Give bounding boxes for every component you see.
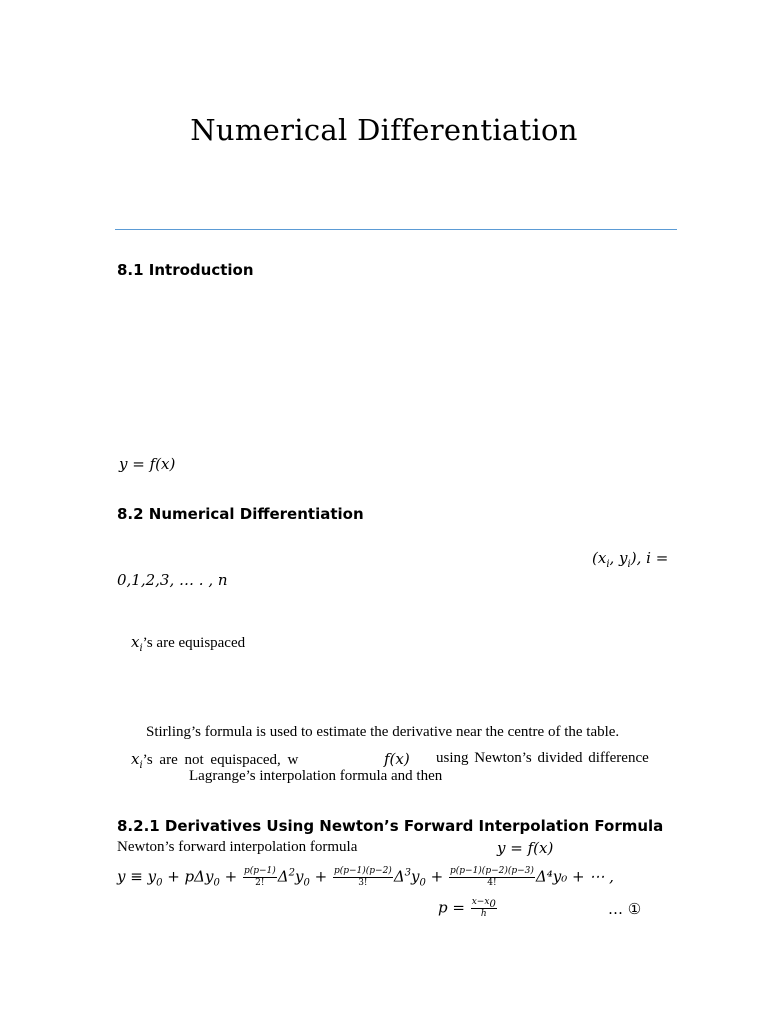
newton-forward-text: Newton’s forward interpolation formula <box>117 839 358 855</box>
page-title: Numerical Differentiation <box>190 113 578 147</box>
p-fraction: $\frac{x-x_0}{h}$ <box>471 897 496 919</box>
points-open: (x <box>592 549 607 567</box>
section-heading-introduction: 8.1 Introduction <box>117 261 254 279</box>
series-tail: Δ⁴y₀ + ⋯ , <box>535 867 614 886</box>
xi-symbol-2: $x_i$ <box>131 750 143 771</box>
equation-points: ($x_i$, $y_i$), i = <box>592 549 669 570</box>
equation-index-range: 0,1,2,3, … . , n <box>117 571 228 589</box>
equation-y-equals-fx-2: y = f(x) <box>497 839 554 857</box>
fx-symbol: f(x) <box>384 750 410 768</box>
newton-divided-text: using Newton’s divided difference <box>436 750 649 766</box>
equation-y-equals-fx: y = f(x) <box>119 455 176 473</box>
section-heading-newton-forward: 8.2.1 Derivatives Using Newton’s Forward Interpolation Formula <box>117 817 664 835</box>
equispaced-text: ’s are equispaced <box>142 635 246 651</box>
fraction-term-3: $\frac{p(p-1)(p-2)}{3!}$ <box>333 866 392 888</box>
equispaced-line <box>131 633 245 652</box>
newton-series-equation: $y \equiv y_0 + p\Delta y_0$ + $\frac{p(p-1)}{2!}$ $\Delta^2y_0$ + $\frac{p(p-1)(p-2)}{3!}$ $\Delta^3y_0$ + $\frac{p(p-1)(p-2)(p-3)}{4!}$ Δ⁴y₀ + ⋯ , <box>117 866 614 889</box>
not-equispaced-text: ’s are not equispaced, w <box>142 752 299 768</box>
not-equispaced-line <box>131 750 298 769</box>
title-divider <box>115 229 677 230</box>
fraction-term-4: $\frac{p(p-1)(p-2)(p-3)}{4!}$ <box>450 866 534 888</box>
equation-reference: … ① <box>608 900 642 918</box>
xi-symbol: $x_i$ <box>131 633 143 654</box>
i-equals: ), i = <box>630 549 669 567</box>
section-heading-numerical-differentiation: 8.2 Numerical Differentiation <box>117 505 364 523</box>
p-definition: p = $\frac{x-x_0}{h}$ <box>438 897 496 919</box>
lagrange-text: Lagrange’s interpolation formula and then <box>189 768 443 784</box>
fraction-term-2: $\frac{p(p-1)}{2!}$ <box>243 866 276 888</box>
stirling-text: Stirling’s formula is used to estimate the derivative near the centre of the table. <box>146 724 620 740</box>
